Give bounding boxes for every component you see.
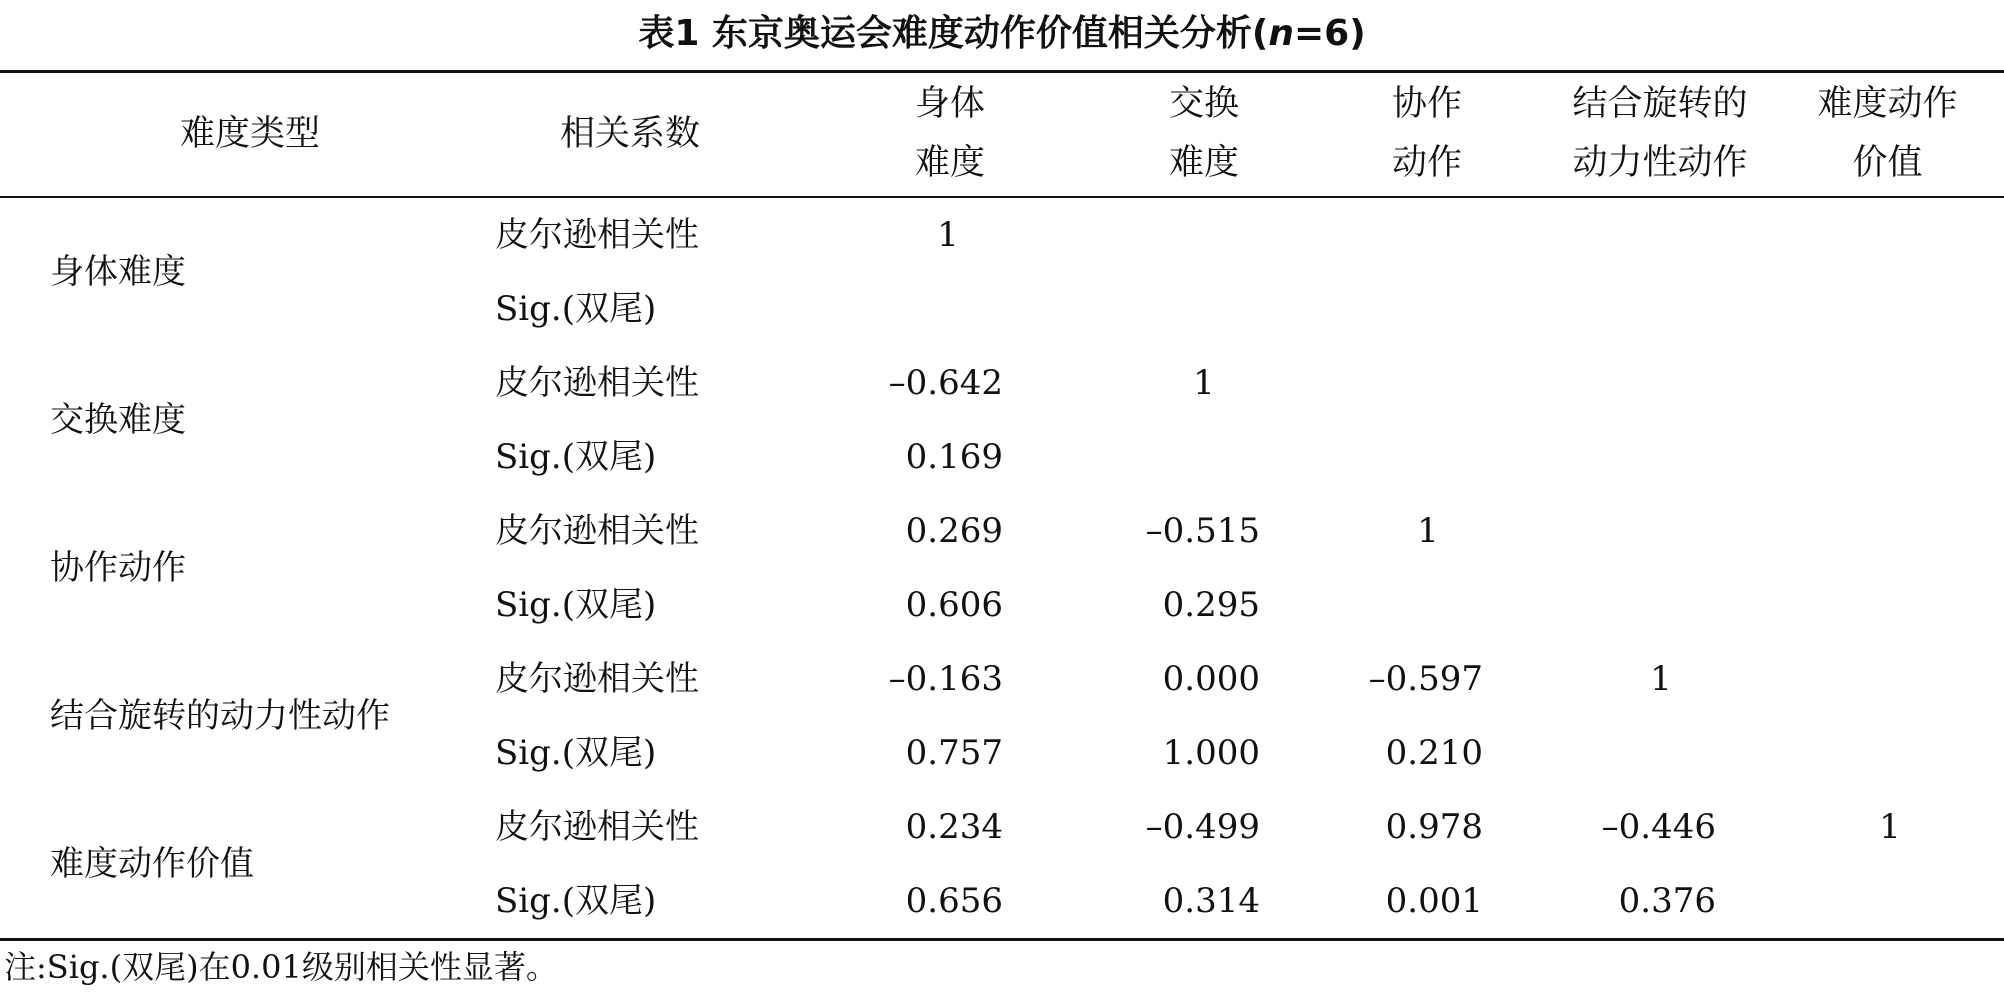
pearson-value: 1 (1193, 363, 1215, 403)
row-type-label: 交换难度 (50, 400, 186, 440)
pearson-value: 1 (1417, 511, 1439, 551)
sig-label: Sig.(双尾) (495, 437, 657, 477)
pearson-value: 0.269 (905, 511, 1003, 551)
table-title (0, 6, 2004, 62)
pearson-value: –0.163 (888, 659, 1003, 699)
table-title-prefix: 表1 东京奥运会难度动作价值相关分析( (638, 13, 1269, 54)
header-body-line2: 难度 (914, 143, 985, 183)
sig-label: Sig.(双尾) (495, 881, 657, 921)
sig-value: 0.656 (905, 881, 1003, 921)
pearson-label: 皮尔逊相关性 (495, 215, 699, 255)
header-coop-line2: 动作 (1391, 143, 1462, 183)
header-value-line1: 难度动作 (1817, 84, 1958, 124)
pearson-value: 1 (1879, 807, 1901, 847)
pearson-value: –0.499 (1145, 807, 1260, 847)
sig-label: Sig.(双尾) (495, 289, 657, 329)
sig-label: Sig.(双尾) (495, 585, 657, 625)
sig-value: 0.757 (905, 733, 1003, 773)
header-exchange-line1: 交换 (1168, 84, 1239, 124)
sig-value: 0.001 (1385, 881, 1483, 921)
sig-value: 0.376 (1618, 881, 1716, 921)
pearson-label: 皮尔逊相关性 (495, 363, 699, 403)
row-type-label: 结合旋转的动力性动作 (50, 696, 390, 736)
sig-label: Sig.(双尾) (495, 733, 657, 773)
bottom-rule (0, 938, 2004, 941)
row-type-label: 身体难度 (50, 252, 186, 292)
sig-value: 0.295 (1162, 585, 1260, 625)
pearson-value: 1 (937, 215, 959, 255)
header-body-line1: 身体 (914, 84, 985, 124)
pearson-value: 0.978 (1385, 807, 1483, 847)
pearson-label: 皮尔逊相关性 (495, 807, 699, 847)
top-rule (0, 70, 2004, 73)
sig-value: 0.606 (905, 585, 1003, 625)
header-coef: 相关系数 (559, 114, 700, 154)
table-title-suffix: =6) (1294, 13, 1366, 54)
header-rule (0, 196, 2004, 198)
table-title-n: n (1268, 13, 1294, 54)
pearson-value: –0.642 (888, 363, 1003, 403)
header-rotation-line2: 动力性动作 (1572, 143, 1748, 183)
pearson-value: 1 (1650, 659, 1672, 699)
sig-value: 0.314 (1162, 881, 1260, 921)
sig-value: 0.210 (1385, 733, 1483, 773)
row-type-label: 协作动作 (50, 548, 186, 588)
pearson-value: –0.597 (1368, 659, 1483, 699)
header-type: 难度类型 (179, 114, 320, 154)
row-type-label: 难度动作价值 (50, 844, 254, 884)
pearson-value: 0.234 (905, 807, 1003, 847)
header-rotation-line1: 结合旋转的 (1572, 84, 1748, 124)
sig-value: 1.000 (1162, 733, 1260, 773)
pearson-value: –0.515 (1145, 511, 1260, 551)
pearson-label: 皮尔逊相关性 (495, 511, 699, 551)
sig-value: 0.169 (905, 437, 1003, 477)
pearson-value: 0.000 (1162, 659, 1260, 699)
header-exchange-line2: 难度 (1168, 143, 1239, 183)
pearson-value: –0.446 (1601, 807, 1716, 847)
table-note: 注:Sig.(双尾)在0.01级别相关性显著。 (4, 948, 558, 986)
header-value-line2: 价值 (1852, 143, 1923, 183)
header-coop-line1: 协作 (1391, 84, 1462, 124)
pearson-label: 皮尔逊相关性 (495, 659, 699, 699)
